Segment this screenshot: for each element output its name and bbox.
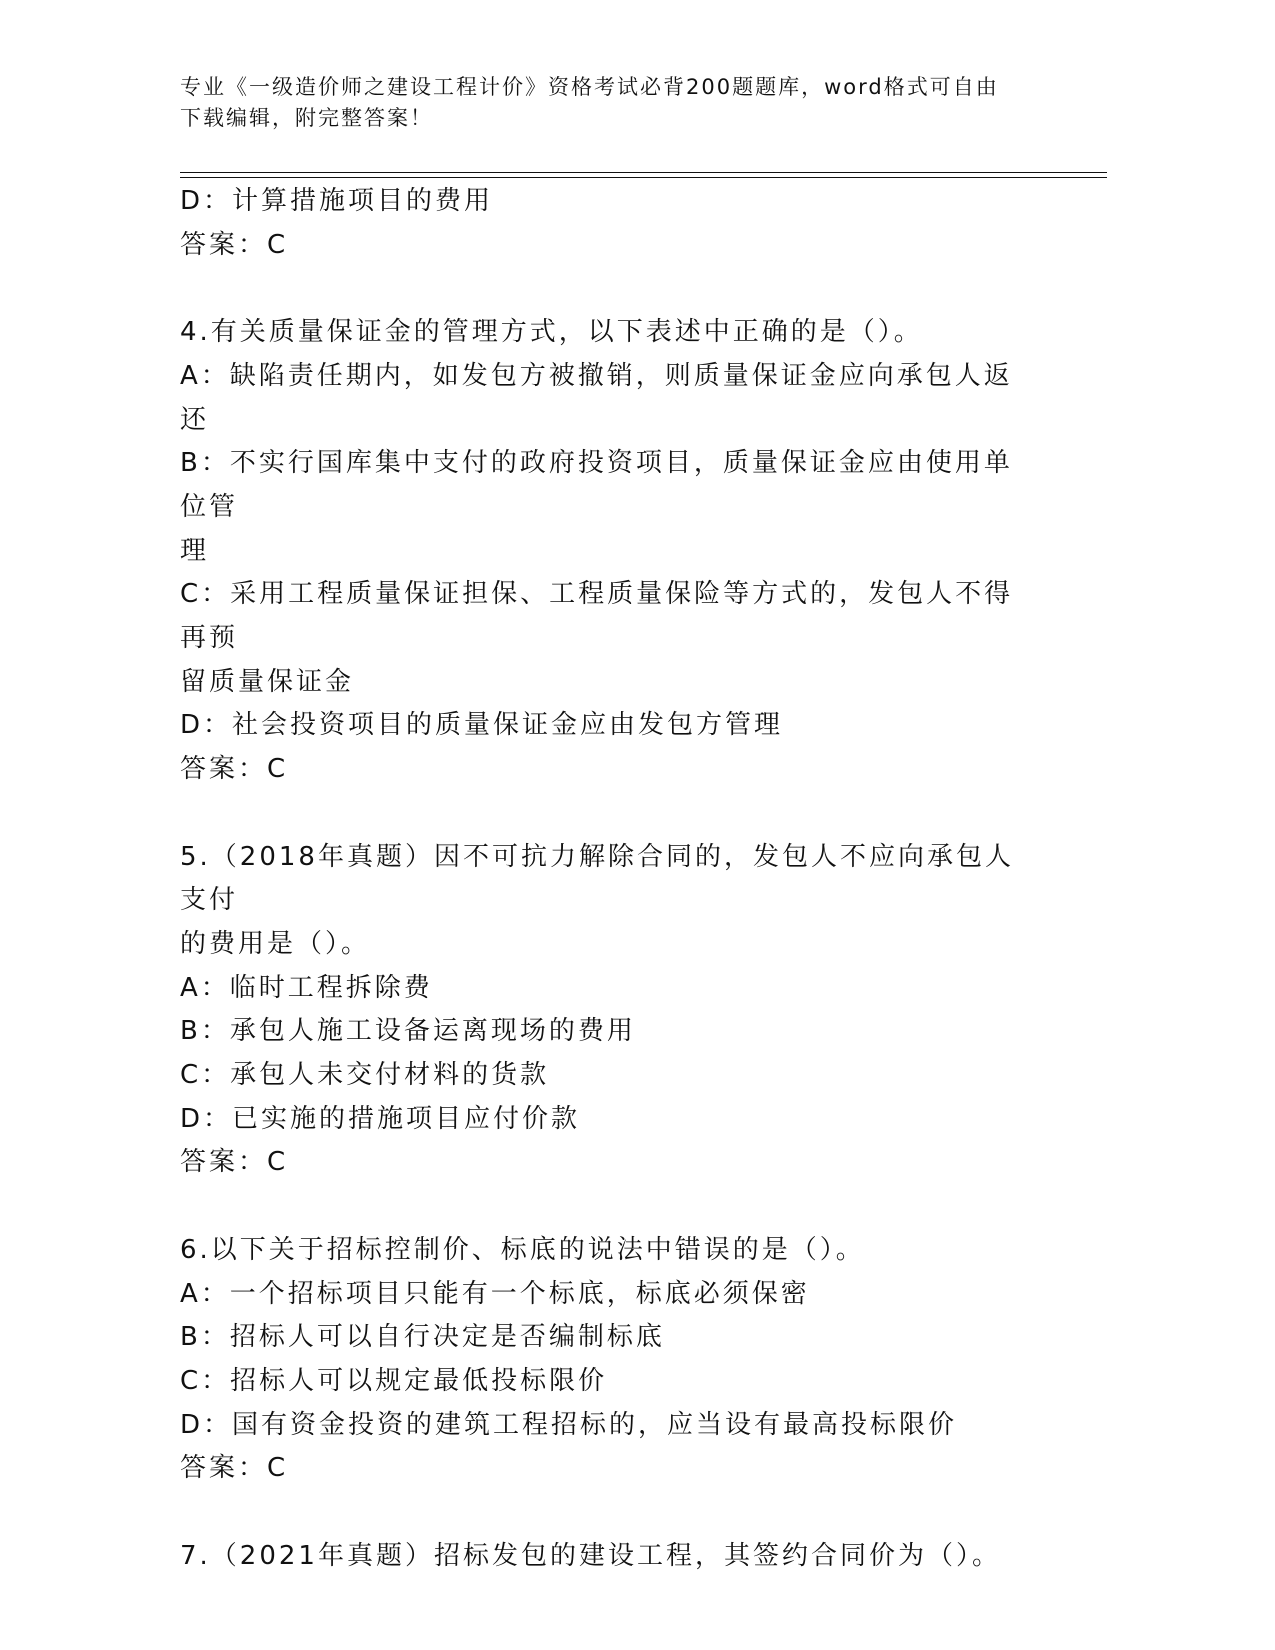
header-divider-thick [180, 177, 1107, 178]
spacer [180, 1185, 1040, 1229]
q4-answer: 答案：C [180, 754, 289, 785]
q4-option-d: D：社会投资项目的质量保证金应由发包方管理 [180, 710, 784, 741]
q5-option-c: C：承包人未交付材料的货款 [180, 1060, 550, 1091]
q4-stem: 4.有关质量保证金的管理方式，以下表述中正确的是（）。 [180, 317, 923, 348]
q5-answer: 答案：C [180, 1147, 289, 1178]
q5-option-a: A：临时工程拆除费 [180, 972, 433, 1003]
q5-stem: 5.（2018年真题）因不可抗力解除合同的，发包人不应向承包人支付 [180, 841, 1014, 916]
prev-question-option-d: D：计算措施项目的费用 [180, 186, 494, 216]
q5-option-b: B：承包人施工设备运离现场的费用 [180, 1016, 636, 1047]
q6-answer: 答案：C [180, 1453, 289, 1484]
q4-option-c: C：采用工程质量保证担保、工程质量保险等方式的，发包人不得再预 [180, 579, 1014, 654]
q6-stem: 6.以下关于招标控制价、标底的说法中错误的是（）。 [180, 1234, 865, 1265]
header-title-line-2: 下载编辑，附完整答案！ [180, 106, 433, 130]
q4-option-a: A：缺陷责任期内，如发包方被撤销，则质量保证金应向承包人返还 [180, 360, 1013, 435]
q4-option-c-cont: 留质量保证金 [180, 666, 355, 697]
question-content [180, 180, 1040, 1578]
q6-option-d: D：国有资金投资的建筑工程招标的，应当设有最高投标限价 [180, 1409, 958, 1440]
prev-question-answer: 答案：C [180, 229, 289, 260]
spacer [180, 267, 1040, 311]
q4-option-b: B：不实行国库集中支付的政府投资项目，质量保证金应由使用单位管 [180, 448, 1013, 522]
header-divider-thin [180, 172, 1107, 173]
spacer [180, 792, 1040, 836]
q6-option-a: A：一个招标项目只能有一个标底，标底必须保密 [180, 1278, 810, 1309]
q6-option-b: B：招标人可以自行决定是否编制标底 [180, 1322, 665, 1353]
q4-option-b-cont: 理 [180, 535, 210, 566]
q5-stem-cont: 的费用是（）。 [180, 928, 371, 959]
q7-stem: 7.（2021年真题）招标发包的建设工程，其签约合同价为（）。 [180, 1540, 1001, 1571]
q5-option-d: D：已实施的措施项目应付价款 [180, 1103, 581, 1134]
spacer [180, 1491, 1040, 1535]
header-title-line-1: 专业《一级造价师之建设工程计价》资格考试必背200题题库，word格式可自由 [180, 75, 999, 99]
document-header [180, 72, 1040, 134]
q6-option-c: C：招标人可以规定最低投标限价 [180, 1365, 608, 1396]
